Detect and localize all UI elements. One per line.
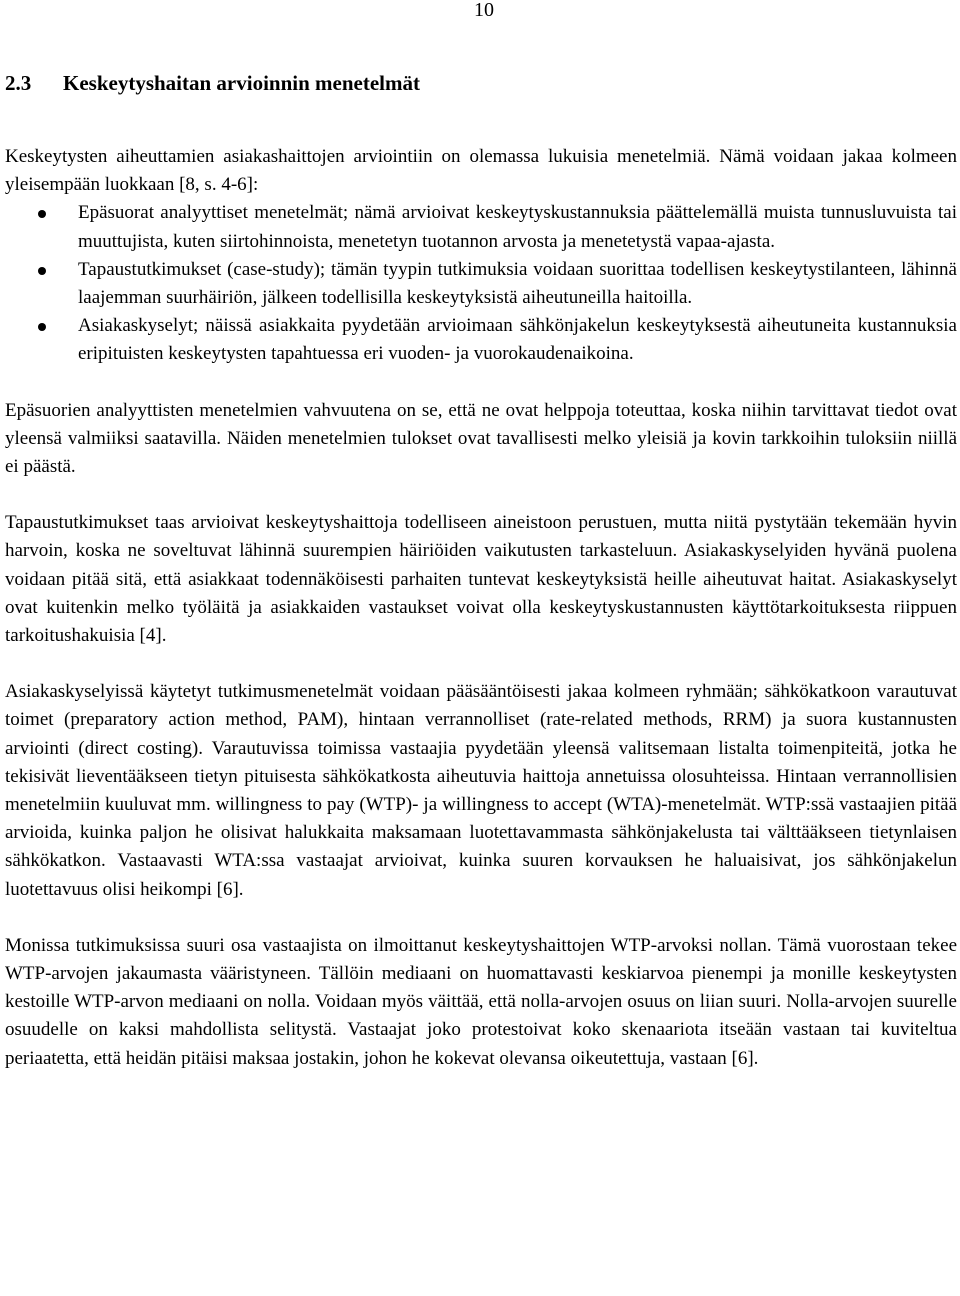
bullet-icon: [38, 267, 46, 275]
list-item-text: Epäsuorat analyyttiset menetelmät; nämä arvioivat keskeytyskustannuksia päättelemällä muista tunnusluvuista tai muuttujista, kuten siirtohinnoista, menetetyn tuotannon arvosta ja menetetystä vapaa-ajasta.: [78, 202, 957, 252]
list-item-text: Tapaustutkimukset (case-study); tämän tyypin tutkimuksia voidaan suorittaa todellisen keskeytystilanteen, lähinnä laajemman suurhäiriön, jälkeen todellisilla keskeytyksistä aiheutuneilla haitoilla.: [78, 258, 957, 309]
paragraph-indirect-methods: Epäsuorien analyyttisten menetelmien vahvuutena on se, että ne ovat helppoja toteuttaa, koska niihin tarvittavat tiedot ovat yleensä valmiiksi saatavilla. Näiden menetelmien tulokset ovat tavallisesti melko yleisiä ja kovin tarkkoihin tuloksiin niillä ei päästä.: [5, 399, 957, 478]
paragraph-case-studies: Tapaustutkimukset taas arvioivat keskeytyshaittoja todelliseen aineistoon perustuen, mutta niitä pystytään tekemään hyvin harvoin, koska ne soveltuvat lähinnä suurempien häiriöiden vaikutusten tarkasteluun. Asiakaskyselyiden hyvänä puolena voidaan pitää sitä, että asiakkaat todennäköisesti parhaiten tuntevat keskeytyksistä heille aiheutuvat haitat. Asiakaskyselyt ovat kuitenkin melko työläitä ja asiakkaiden vastaukset voivat olla keskeytyskustannusten käyttötarkoituksesta riippuen tarkoitushakuisia [4].: [5, 512, 957, 647]
paragraph-survey-methods: Asiakaskyselyissä käytetyt tutkimusmenetelmät voidaan pääsääntöisesti jakaa kolmeen ryhmään; sähkökatkoon varautuvat toimet (preparatory action method, PAM), hintaan verrannolliset (rate-related methods, RRM) ja suora kustannusten arviointi (direct costing). Varautuvissa toimissa vastaajia pyydetään yleensä valitsemaan listalta toimenpiteitä, jotka he tekisivät lieventääkseen tietyn pituisesta sähkökatkosta aiheutuvia haittoja annetuissa olosuhteissa. Hintaan verrannollisien menetelmiin kuuluvat mm. willingness to pay (WTP)- ja willingness to accept (WTA)-menetelmät. WTP:ssä vastaajien pitää arvioida, kuinka paljon he olisivat halukkaita maksamaan luotettavammasta sähkönjakelusta tai välttääkseen tietynlaisen sähkökatkon. Vastaavasti WTA:ssa vastaajat arvioivat, kuinka suuren korvauksen he haluaisivat, jos sähkönjakelun luotettavuus olisi heikompi [6].: [5, 681, 957, 900]
section-number: 2.3: [5, 71, 32, 95]
list-item: [5, 312, 957, 368]
paragraph-wtp-zero-values: Monissa tutkimuksissa suuri osa vastaajista on ilmoittanut keskeytyshaittojen WTP-arvoksi nollan. Tämä vuorostaan tekee WTP-arvojen jakaumasta vääristyneen. Tällöin mediaani on huomattavasti keskiarvoa pienempi ja monille keskeytysten kestoille WTP-arvon mediaani on nolla. Voidaan myös väittää, että nolla-arvojen osuus on liian suuri. Nolla-arvojen suurelle osuudelle on kaksi mahdollista selitystä. Vastaajat joko protestoivat koko skenaariota itseään vastaan tai kuviteltua periaatetta, että heidän pitäisi maksaa jostakin, johon he kokevat olevansa oikeutettuja, vastaan [6].: [5, 934, 957, 1069]
body-text: [5, 143, 957, 1073]
list-item-text: Asiakaskyselyt; näissä asiakkaita pyydetään arvioimaan sähkönjakelun keskeytyksestä aiheutuneita kustannuksia eripituisten keskeytysten tapahtuessa eri vuoden- ja vuorokaudenaikoina.: [78, 315, 957, 365]
section-title: Keskeytyshaitan arvioinnin menetelmät: [63, 71, 420, 95]
bullet-icon: [38, 210, 46, 218]
list-item: [5, 256, 957, 312]
list-item: [5, 199, 957, 255]
method-list: [5, 199, 957, 368]
intro-paragraph: Keskeytysten aiheuttamien asiakashaittojen arviointiin on olemassa lukuisia menetelmiä. Nämä voidaan jakaa kolmeen yleisempään luokkaan [8, s. 4-6]:: [5, 146, 957, 196]
section-heading: [5, 70, 420, 96]
bullet-icon: [38, 323, 46, 331]
page-number: 10: [474, 0, 494, 21]
